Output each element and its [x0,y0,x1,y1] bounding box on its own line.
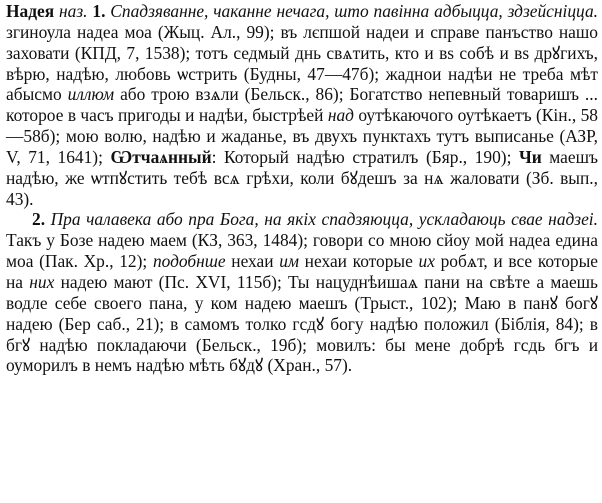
sense-1-citation: або трою взѧли (Бельск., 86); Богатство непевный товаришъ ... которое в часъ пригоды и надѣи, быстрѣей [6,84,598,126]
sense-1-citation: згиноула надеа моа (Жыц. Ал., 99); въ лєпшой надеи и справе панъство нашо захо [6,21,598,63]
part-of-speech: наз. [59,1,88,21]
sense-1-italic-word: над [327,105,354,126]
sense-1-italic-word: иллюм [67,84,115,105]
sense-2-definition: Пра чалавека або пра Бога, на якіх спадзяюцца, ускладаюць свае надзеі. [50,209,598,230]
sense-1-bold-word: Ѡтчаѧнный [110,146,212,167]
sense-2-citation: робѧт, и все которые на [6,251,599,292]
sense-2-paragraph [6,209,598,376]
sense-1-citation: : Который надѣю стратилъ (Бяр., 190); [211,146,519,167]
sense-2-number: 2. [32,209,46,230]
sense-2-citation: нехаи которые [299,251,419,272]
sense-1-citation: маешъ надѣю, же ѡтпꙋстить тебѣ всѧ грѣхи, коли бꙋдешъ за нѧ жаловати (Зб. вып., 43). [6,146,599,209]
sense-2-citation: Такъ у Бозе надею маем (КЗ, 363, 1484); говори со мною сйоу мой надеа едина моа (Пак. Хр., 12); [6,230,598,272]
sense-2-italic-word: них [29,271,55,292]
sense-1-citation: оутѣкаючого оутѣкаетъ (Кін., 58—58б); мою волю, надѣю и жаданье, въ двухъ пунктахъ тутъ выписанье (АЗР, V, 71, 1641); [6,105,598,167]
sense-2-citation: надею мают (Пс. XVI, 115б); Ты нацуднѣишаѧ пани на свѣте а маешь водле себе своего пана, у ком надею маешъ (Трыст., 102); Маю в панꙋ богꙋ надею (Бер саб., 21); в самомъ толко гсдꙋ богу надѣю положил (Біблія, 84); в бгꙋ надѣю покладаючи (Бельск., 19б); мовилъ: бы мене добрѣ гсдь бгъ и оуморилъ в немъ надѣю мѣть бꙋдꙋ (Хран., 57). [6,271,598,376]
sense-1-citation: вати [37,42,70,63]
sense-1-number: 1. [92,1,106,21]
sense-1-citation: (КПД, 7, 1538); тотъ седмый днь свѧтить, кто и вѕ собѣ и вѕ дрꙋгихъ, вѣрю, надѣю, любовь ѡстрить (Будны, 47—47б); жаднои надѣи не треба мѣт абысмо [6,42,598,105]
dictionary-entry [6,1,598,376]
sense-1-bold-word: Чи [518,146,542,167]
sense-2-citation: нехаи [225,251,280,272]
sense-2-italic-word: подобнше [152,251,226,272]
sense-1-paragraph [6,1,598,209]
sense-2-italic-word: им [279,251,300,272]
sense-1-definition: Спадзяванне, чаканне нечага, што павінна адбыцца, здзейсніцца. [110,1,598,21]
headword: Надея [6,1,55,21]
sense-2-italic-word: их [418,251,435,272]
